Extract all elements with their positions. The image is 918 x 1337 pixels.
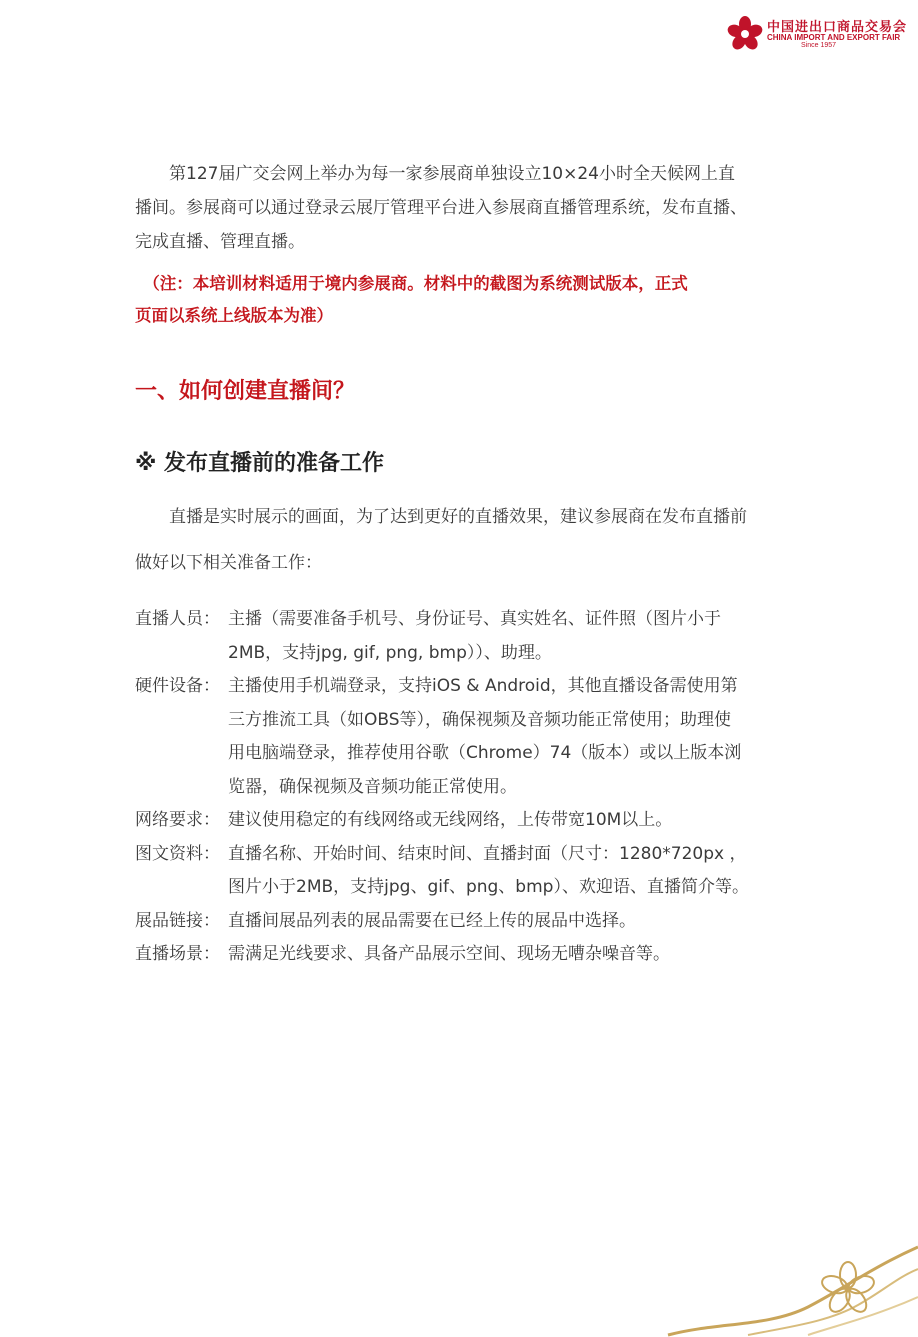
requirement-text [228, 670, 818, 804]
intro-line: 第127届广交会网上举办为每一家参展商单独设立10×24小时全天候网上直 [135, 164, 735, 184]
requirement-line: 三方推流工具（如OBS等），确保视频及音频功能正常使用；助理使 [228, 709, 732, 730]
intro-paragraph [135, 157, 815, 259]
requirement-text [228, 804, 818, 838]
requirement-line: 直播名称、开始时间、结束时间、直播封面（尺寸：1280*720px ， [228, 843, 747, 864]
requirement-line: 图片小于2MB，支持jpg、gif、png、bmp）、欢迎语、直播简介等。 [228, 877, 749, 897]
requirement-product-links [135, 905, 815, 939]
requirement-label: 直播人员： [135, 609, 220, 629]
requirement-text [228, 938, 818, 972]
requirement-text [228, 838, 818, 905]
requirement-line: 主播（需要准备手机号、身份证号、真实姓名、证件照（图片小于 [228, 609, 721, 629]
requirement-network [135, 804, 815, 838]
requirement-line: 直播间展品列表的展品需要在已经上传的展品中选择。 [228, 910, 636, 931]
requirement-line: 2MB，支持jpg, gif, png, bmp））、助理。 [228, 642, 552, 663]
requirements-list [135, 603, 815, 972]
note-line: （注：本培训材料适用于境内参展商。材料中的截图为系统测试版本，正式 [135, 274, 688, 293]
requirement-line: 建议使用稳定的有线网络或无线网络，上传带宽10M以上。 [228, 810, 673, 830]
logo-english-name: CHINA IMPORT AND EXPORT FAIR [767, 33, 901, 42]
requirement-materials [135, 838, 815, 905]
requirement-label: 展品链接： [135, 910, 220, 931]
note-line: 页面以系统上线版本为准） [135, 306, 333, 325]
requirement-label: 直播场景： [135, 944, 220, 964]
canton-fair-logo [727, 14, 908, 54]
prep-paragraph [135, 494, 747, 586]
requirement-label: 硬件设备： [135, 676, 220, 696]
requirement-text [228, 905, 818, 939]
subsection-heading: ※ 发布直播前的准备工作 [135, 451, 385, 476]
requirement-line: 用电脑端登录，推荐使用谷歌（Chrome）74（版本）或以上版本浏 [228, 743, 742, 763]
section-heading: 一、如何创建直播间？ [135, 379, 356, 404]
gold-ribbon-decoration [658, 1227, 918, 1337]
prep-line: 直播是实时展示的画面，为了达到更好的直播效果，建议参展商在发布直播前 [135, 507, 747, 527]
intro-line: 完成直播、管理直播。 [135, 232, 305, 252]
flower-icon [727, 16, 763, 52]
requirement-text [228, 603, 818, 670]
requirement-scene [135, 938, 815, 972]
intro-line: 播间。参展商可以通过登录云展厅管理平台进入参展商直播管理系统，发布直播、 [135, 198, 747, 218]
requirement-hardware [135, 670, 815, 804]
requirement-line: 主播使用手机端登录，支持iOS & Android，其他直播设备需使用第 [228, 676, 738, 696]
note-paragraph [135, 268, 688, 332]
requirement-line: 需满足光线要求、具备产品展示空间、现场无嘈杂噪音等。 [228, 944, 670, 964]
requirement-line: 览器，确保视频及音频功能正常使用。 [228, 776, 517, 797]
requirement-label: 图文资料： [135, 843, 220, 864]
logo-chinese-name: 中国进出口商品交易会 [767, 20, 908, 35]
logo-since: Since 1957 [801, 42, 837, 49]
requirement-label: 网络要求： [135, 810, 220, 830]
requirement-staff [135, 603, 815, 670]
prep-line: 做好以下相关准备工作： [135, 553, 322, 573]
